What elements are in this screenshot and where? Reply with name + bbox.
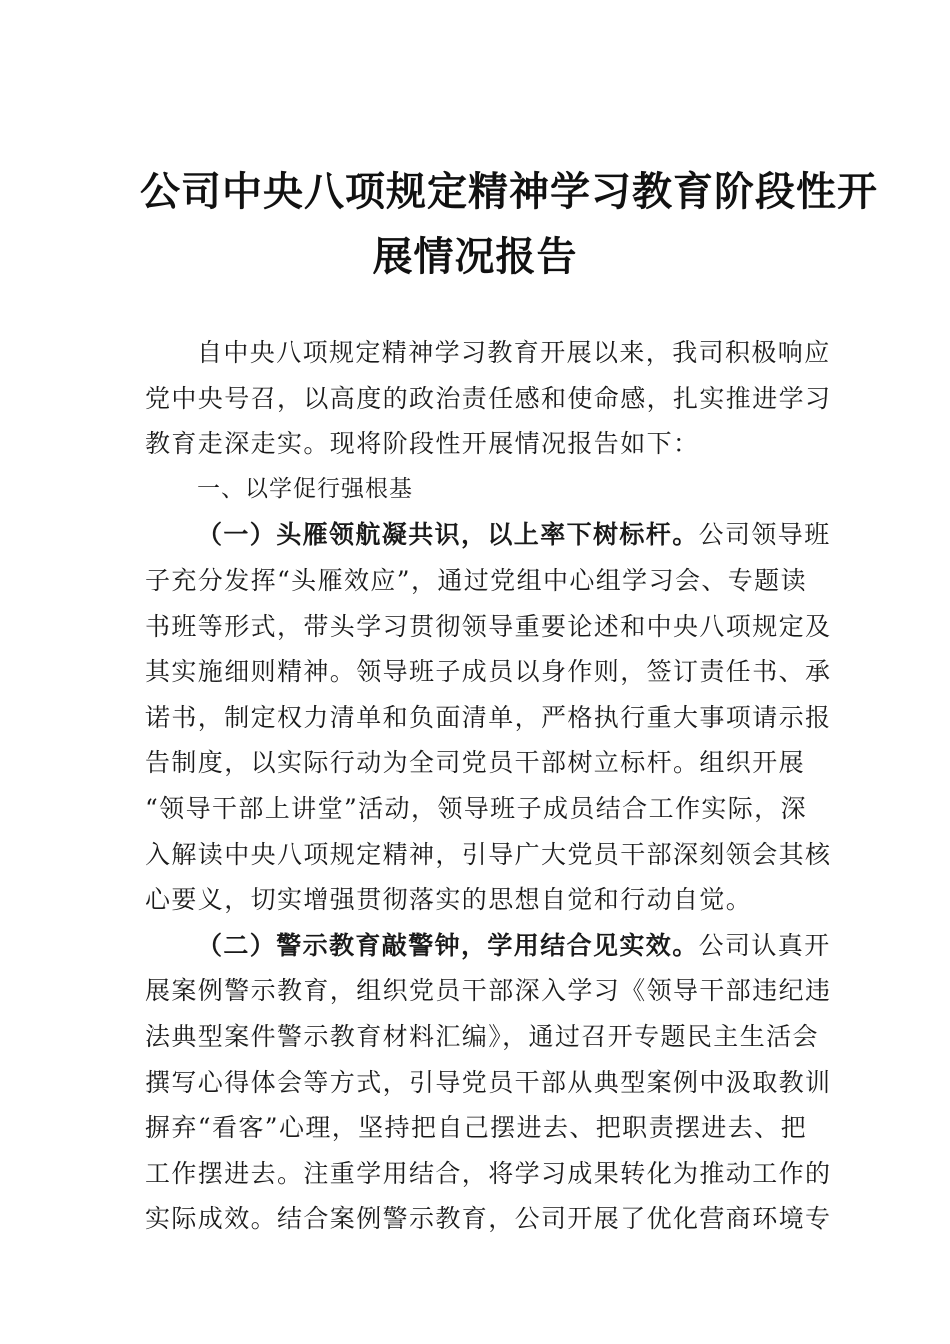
paragraph-line: 诺书，制定权力清单和负面清单，严格执行重大事项请示报 [145, 702, 832, 732]
paragraph-line: 其实施细则精神。领导班子成员以身作则，签订责任书、承 [145, 657, 832, 687]
sub-section-1-first-line [145, 512, 831, 558]
intro-line: 自中央八项规定精神学习教育开展以来，我司积极响应 [197, 338, 831, 367]
sub-section-2-lead: （二）警示教育敲警钟，学用结合见实效。 [197, 930, 699, 960]
paragraph-line: 撰写心得体会等方式，引导党员干部从典型案例中汲取教训 [145, 1067, 832, 1097]
document-body [145, 330, 832, 1242]
paragraph-line: 心要义，切实增强贯彻落实的思想自觉和行动自觉。 [145, 885, 753, 915]
paragraph-line: 告制度，以实际行动为全司党员干部树立标杆。组织开展 [145, 748, 806, 778]
paragraph-line: 实际成效。结合案例警示教育，公司开展了优化营商环境专 [145, 1204, 832, 1234]
document-title-line-1: 公司中央八项规定精神学习教育阶段性开 [140, 169, 878, 215]
intro-line: 教育走深走实。现将阶段性开展情况报告如下： [145, 429, 700, 459]
sub-section-1-lead: （一）头雁领航凝共识，以上率下树标杆。 [197, 520, 699, 550]
document-title-line-2: 展情况报告 [372, 234, 578, 280]
sub-section-1-first-line-rest: 公司领导班 [698, 520, 831, 550]
paragraph-line: 工作摆进去。注重学用结合，将学习成果转化为推动工作的 [145, 1158, 832, 1188]
paragraph-line: 摒弃“看客”心理，坚持把自己摆进去、把职责摆进去、把 [145, 1113, 807, 1143]
section-heading-1: 一、以学促行强根基 [197, 475, 413, 502]
paragraph-line: 法典型案件警示教育材料汇编》，通过召开专题民主生活会 [145, 1021, 819, 1051]
sub-section-2-first-line-rest: 公司认真开 [698, 930, 831, 960]
paragraph-line: 入解读中央八项规定精神，引导广大党员干部深刻领会其核 [145, 839, 832, 869]
paragraph-line: “领导干部上讲堂”活动，领导班子成员结合工作实际，深 [145, 793, 807, 823]
intro-line: 党中央号召，以高度的政治责任感和使命感，扎实推进学习 [145, 383, 832, 413]
paragraph-line: 子充分发挥“头雁效应”，通过党组中心组学习会、专题读 [145, 565, 807, 595]
paragraph-line: 展案例警示教育，组织党员干部深入学习《领导干部违纪违 [145, 976, 832, 1006]
paragraph-line: 书班等形式，带头学习贯彻领导重要论述和中央八项规定及 [145, 611, 832, 641]
sub-section-2-first-line [145, 923, 831, 969]
